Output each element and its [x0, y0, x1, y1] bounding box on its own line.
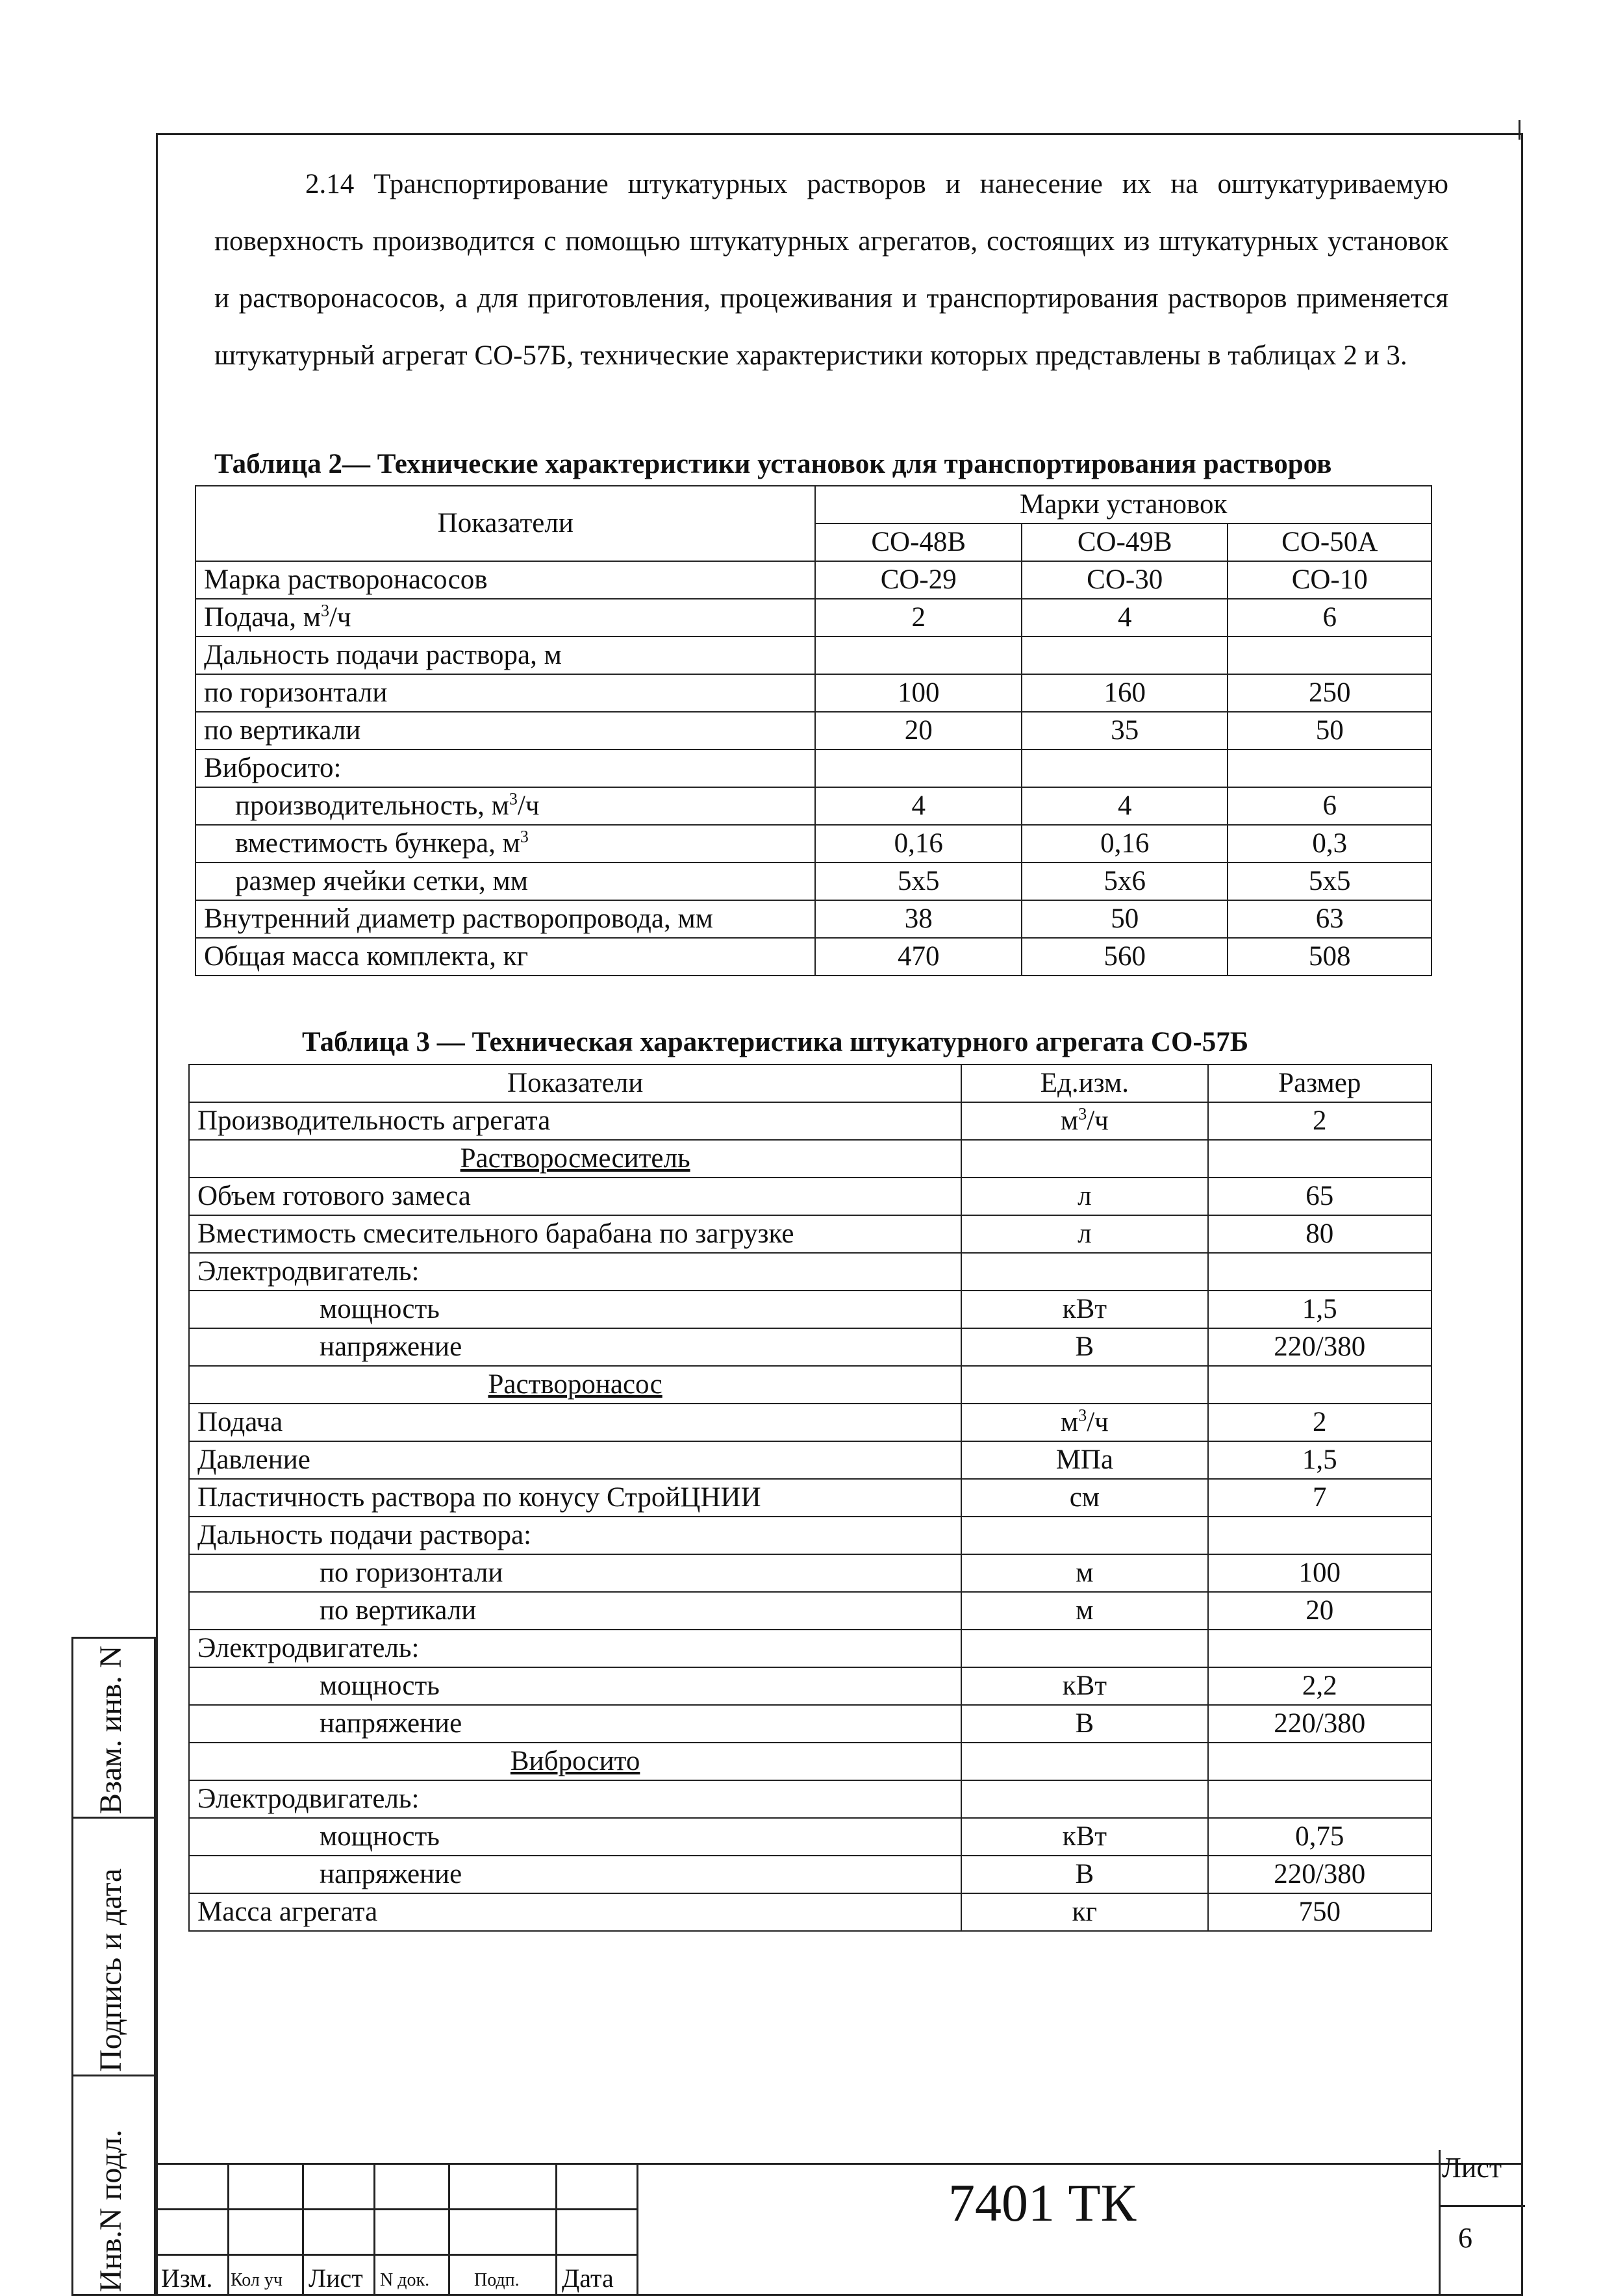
row-value [1228, 750, 1431, 787]
row-value: 4 [815, 787, 1021, 825]
row-value: 220/380 [1208, 1705, 1431, 1743]
table-row [195, 712, 1431, 750]
cell-text-tail: /ч [517, 790, 540, 821]
row-unit [961, 1592, 1207, 1630]
row-value: 80 [1208, 1215, 1431, 1253]
row-label [195, 825, 815, 863]
row-unit [961, 1630, 1207, 1667]
table-row [189, 1667, 1431, 1705]
row-unit [961, 1705, 1207, 1743]
row-value: 220/380 [1208, 1328, 1431, 1366]
row-unit [961, 1328, 1207, 1366]
row-label: Пластичность раствора по конусу СтройЦНИИ [189, 1479, 961, 1517]
table2-header-row [195, 486, 1431, 524]
row-value: 20 [815, 712, 1021, 750]
table3 [188, 1064, 1432, 1932]
row-label: Давление [189, 1441, 961, 1479]
cell-text: кВт [1062, 1294, 1107, 1324]
table3-header: Показатели [189, 1065, 961, 1102]
table-row [189, 1780, 1431, 1818]
title-block [156, 2163, 1523, 2296]
table2-caption: Таблица 2— Технические характеристики установок для транспортирования растворов [214, 449, 1332, 479]
cell-text: В [1075, 1859, 1094, 1889]
vzam-inv-label: Взам. инв. N [94, 1645, 128, 1814]
row-unit [961, 1404, 1207, 1441]
row-value: 508 [1228, 938, 1431, 976]
table-row [189, 1328, 1431, 1366]
cell-text: м [1076, 1595, 1094, 1626]
table-row [189, 1479, 1431, 1517]
row-unit [961, 1856, 1207, 1893]
cell-text: Подача, м [204, 602, 321, 633]
side-vzam-inv [71, 1637, 156, 1819]
tb-data: Дата [562, 2264, 614, 2293]
row-label: Масса агрегата [189, 1893, 961, 1931]
row-value: 0,3 [1228, 825, 1431, 863]
cell-text: производительность, м [235, 790, 509, 821]
row-label: напряжение [189, 1856, 961, 1893]
cell-text: кВт [1062, 1671, 1107, 1701]
table3-header: Ед.изм. [961, 1065, 1207, 1102]
row-value: 5х5 [815, 863, 1021, 900]
cell-text: м [1076, 1558, 1094, 1588]
row-value: 1,5 [1208, 1291, 1431, 1328]
table-row [195, 637, 1431, 674]
row-value [1228, 637, 1431, 674]
superscript: 3 [1078, 1406, 1087, 1425]
row-label: Электродвигатель: [189, 1253, 961, 1291]
cell-text: Марка растворонасосов [204, 564, 488, 595]
cell-text: по горизонтали [204, 677, 388, 708]
row-value: 6 [1228, 599, 1431, 637]
row-label: Объем готового замеса [189, 1178, 961, 1215]
row-value [1208, 1780, 1431, 1818]
row-value: СО-10 [1228, 561, 1431, 599]
table-row [189, 1366, 1431, 1404]
cell-text: кг [1072, 1897, 1098, 1927]
row-value: 50 [1022, 900, 1228, 938]
row-unit [961, 1517, 1207, 1554]
row-unit [961, 1479, 1207, 1517]
row-value: 35 [1022, 712, 1228, 750]
cell-text: Вибросито: [204, 753, 342, 783]
table-row [195, 561, 1431, 599]
sheet-label: Лист [1442, 2152, 1502, 2184]
side-podpis-data [71, 1817, 156, 2076]
row-value: 560 [1022, 938, 1228, 976]
table-row [189, 1856, 1431, 1893]
row-value: 470 [815, 938, 1021, 976]
cell-text: размер ячейки сетки, мм [235, 866, 528, 896]
cell-text: л [1078, 1218, 1092, 1249]
table-row [189, 1178, 1431, 1215]
table2-brand-header: СО-49В [1022, 524, 1228, 561]
table-row [189, 1630, 1431, 1667]
podpis-data-label: Подпись и дата [94, 1868, 128, 2072]
row-unit [961, 1554, 1207, 1592]
cell-text: Общая масса комплекта, кг [204, 941, 529, 972]
cell-text: л [1078, 1181, 1092, 1211]
row-value: 0,16 [815, 825, 1021, 863]
section-text: Растворонасос [488, 1369, 662, 1400]
row-unit [961, 1140, 1207, 1178]
inv-podl-label: Инв.N подл. [94, 2129, 128, 2292]
row-value: 100 [815, 674, 1021, 712]
tb-kol-uch: Кол уч [231, 2270, 283, 2290]
row-value: 160 [1022, 674, 1228, 712]
table-row [195, 787, 1431, 825]
row-unit [961, 1291, 1207, 1328]
table-row [195, 750, 1431, 787]
row-unit [961, 1667, 1207, 1705]
table2 [195, 485, 1432, 976]
superscript: 3 [509, 789, 518, 809]
row-label: напряжение [189, 1705, 961, 1743]
row-label [195, 863, 815, 900]
table-row [189, 1253, 1431, 1291]
row-value [1208, 1743, 1431, 1780]
row-unit [961, 1253, 1207, 1291]
cell-text: по вертикали [204, 715, 361, 746]
row-label [195, 750, 815, 787]
row-value [815, 637, 1021, 674]
row-value: 63 [1228, 900, 1431, 938]
row-label [195, 674, 815, 712]
row-unit [961, 1743, 1207, 1780]
tb-n-dok: N док. [380, 2270, 430, 2290]
superscript: 3 [520, 827, 529, 846]
row-value: 0,16 [1022, 825, 1228, 863]
row-label: Подача [189, 1404, 961, 1441]
row-label [195, 599, 815, 637]
row-label [195, 637, 815, 674]
row-value: 50 [1228, 712, 1431, 750]
table-row [189, 1554, 1431, 1592]
table-row [189, 1102, 1431, 1140]
tb-list: Лист [309, 2264, 363, 2293]
row-unit [961, 1366, 1207, 1404]
table-row [195, 863, 1431, 900]
row-value: 2 [1208, 1404, 1431, 1441]
row-value: СО-30 [1022, 561, 1228, 599]
row-label: Производительность агрегата [189, 1102, 961, 1140]
row-value [1208, 1517, 1431, 1554]
table-row [189, 1517, 1431, 1554]
row-value: 20 [1208, 1592, 1431, 1630]
table2-header-indicators: Показатели [195, 486, 815, 561]
table-row [189, 1140, 1431, 1178]
section-text: Растворосмеситель [460, 1143, 690, 1174]
row-label: мощность [189, 1667, 961, 1705]
section-label [189, 1140, 961, 1178]
row-value: 38 [815, 900, 1021, 938]
row-value: 100 [1208, 1554, 1431, 1592]
sheet-number: 6 [1458, 2222, 1472, 2254]
table-row [189, 1592, 1431, 1630]
row-unit [961, 1780, 1207, 1818]
row-label: Дальность подачи раствора: [189, 1517, 961, 1554]
cell-text: В [1075, 1708, 1094, 1739]
section-label [189, 1743, 961, 1780]
table-row [189, 1404, 1431, 1441]
row-label [195, 938, 815, 976]
document-code: 7401 ТК [948, 2173, 1137, 2232]
section-text: Вибросито [510, 1746, 640, 1776]
row-value: 7 [1208, 1479, 1431, 1517]
intro-text: 2.14 Транспортирование штукатурных растворов и нанесение их на оштукатуриваемую поверхность производится с помощью штукатурных агрегатов, состоящих из штукатурных установок и растворонасосов, а для приготовления, процеживания и транспортирования растворов применяется штукатурный агрегат СО-57Б, технические характеристики которых представлены в таблицах 2 и 3. [214, 169, 1448, 371]
row-value: 750 [1208, 1893, 1431, 1931]
cell-text: кВт [1062, 1821, 1107, 1852]
row-label [195, 787, 815, 825]
row-label: мощность [189, 1291, 961, 1328]
row-value: 0,75 [1208, 1818, 1431, 1856]
table-row [195, 674, 1431, 712]
cell-text-tail: /ч [1087, 1407, 1109, 1437]
table-row [189, 1705, 1431, 1743]
row-value: 6 [1228, 787, 1431, 825]
row-label: Электродвигатель: [189, 1780, 961, 1818]
frame-corner [1519, 120, 1520, 140]
row-label: Электродвигатель: [189, 1630, 961, 1667]
row-label: мощность [189, 1818, 961, 1856]
row-value [1208, 1253, 1431, 1291]
row-value: 4 [1022, 599, 1228, 637]
cell-text: Внутренний диаметр растворопровода, мм [204, 903, 713, 934]
table2-brand-header: СО-50А [1228, 524, 1431, 561]
superscript: 3 [320, 601, 329, 620]
row-value: 4 [1022, 787, 1228, 825]
table-row [195, 900, 1431, 938]
table-row [189, 1743, 1431, 1780]
table-row [195, 825, 1431, 863]
cell-text: вместимость бункера, м [235, 828, 520, 859]
row-unit [961, 1102, 1207, 1140]
row-value [1208, 1140, 1431, 1178]
cell-text: Дальность подачи раствора, м [204, 640, 562, 670]
row-unit [961, 1215, 1207, 1253]
cell-text: м [1060, 1105, 1079, 1136]
row-label: по вертикали [189, 1592, 961, 1630]
row-value: 5х5 [1228, 863, 1431, 900]
row-value: 65 [1208, 1178, 1431, 1215]
row-value: 250 [1228, 674, 1431, 712]
section-label [189, 1366, 961, 1404]
table3-header-row [189, 1065, 1431, 1102]
table-row [195, 599, 1431, 637]
row-unit [961, 1178, 1207, 1215]
table-row [189, 1291, 1431, 1328]
table2-header-brands-group: Марки установок [815, 486, 1431, 524]
row-label [195, 712, 815, 750]
row-value [1022, 750, 1228, 787]
row-value: 1,5 [1208, 1441, 1431, 1479]
tb-podp: Подп. [474, 2270, 520, 2290]
row-value: 5х6 [1022, 863, 1228, 900]
row-value: 2 [815, 599, 1021, 637]
row-value: СО-29 [815, 561, 1021, 599]
superscript: 3 [1078, 1104, 1087, 1124]
row-label: по горизонтали [189, 1554, 961, 1592]
table2-brand-header: СО-48В [815, 524, 1021, 561]
intro-paragraph [214, 156, 1448, 385]
row-label: Вместимость смесительного барабана по загрузке [189, 1215, 961, 1253]
table3-header: Размер [1208, 1065, 1431, 1102]
row-value [1208, 1630, 1431, 1667]
table-row [189, 1893, 1431, 1931]
cell-text: м [1060, 1407, 1079, 1437]
table-row [189, 1818, 1431, 1856]
row-value: 2,2 [1208, 1667, 1431, 1705]
row-value [815, 750, 1021, 787]
row-label [195, 561, 815, 599]
table-row [189, 1441, 1431, 1479]
cell-text: см [1069, 1482, 1100, 1513]
row-unit [961, 1893, 1207, 1931]
cell-text: МПа [1055, 1444, 1114, 1475]
cell-text: В [1075, 1331, 1094, 1362]
row-value: 2 [1208, 1102, 1431, 1140]
tb-izm: Изм. [161, 2264, 213, 2293]
row-value [1022, 637, 1228, 674]
table-row [195, 938, 1431, 976]
row-unit [961, 1818, 1207, 1856]
row-value: 220/380 [1208, 1856, 1431, 1893]
cell-text-tail: /ч [1087, 1105, 1109, 1136]
row-label: напряжение [189, 1328, 961, 1366]
row-value [1208, 1366, 1431, 1404]
cell-text-tail: /ч [329, 602, 351, 633]
table-row [189, 1215, 1431, 1253]
side-inv-podl [71, 2075, 156, 2296]
row-unit [961, 1441, 1207, 1479]
row-label [195, 900, 815, 938]
table3-caption: Таблица 3 — Техническая характеристика штукатурного агрегата СО-57Б [302, 1027, 1249, 1057]
